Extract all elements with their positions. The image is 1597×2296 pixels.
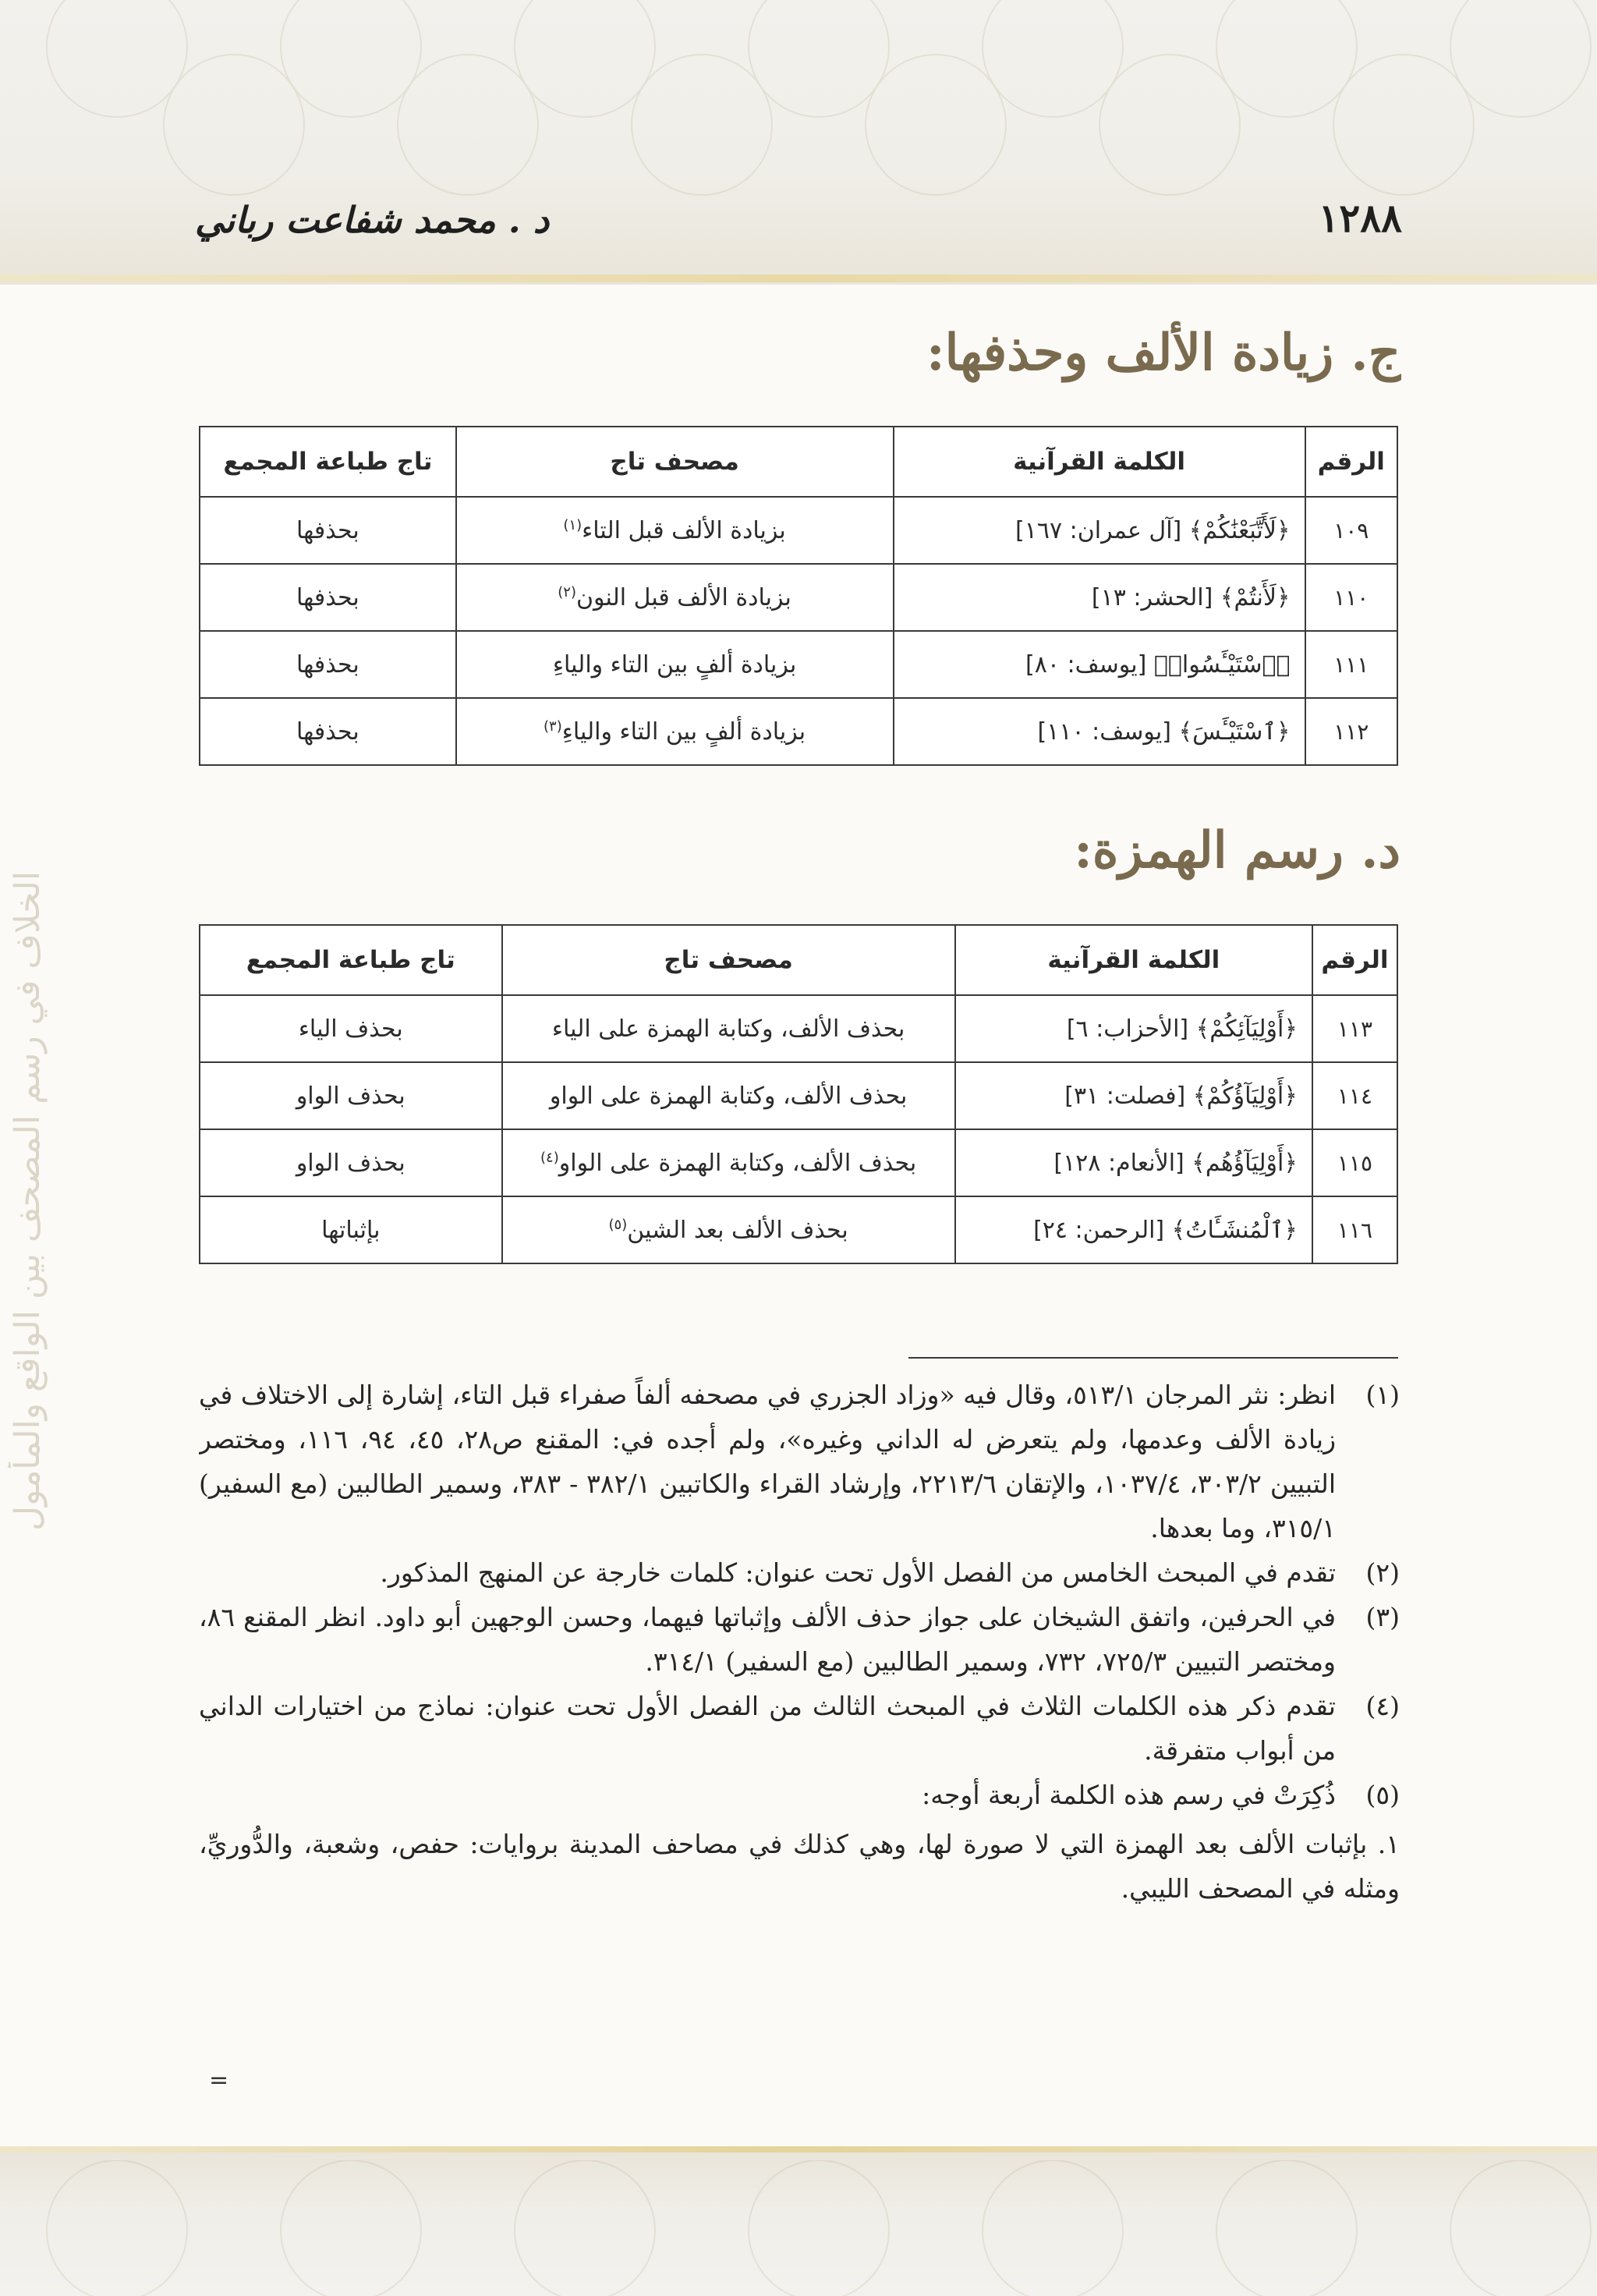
quran-word: ﴿لَأَنتُمْ﴾ [الحشر: ١٣] [894, 564, 1305, 631]
quran-word: ﴿ٱلْمُنشَـَٔاتُ﴾ [الرحمن: ٢٤] [955, 1196, 1312, 1263]
row-number: ١١١ [1305, 631, 1397, 698]
taj-text: بحذف الألف بعد الشين [627, 1216, 848, 1244]
footnote [199, 1684, 1400, 1773]
taj-text: بزيادة الألف قبل النون [576, 583, 791, 611]
footnote [199, 1550, 1400, 1595]
taj-cell [456, 631, 894, 698]
taj-cell [502, 1129, 955, 1196]
footnote-mark: (٢) [1365, 1557, 1400, 1588]
section-heading-hamza: د. رسم الهمزة: [1074, 821, 1400, 880]
taj-text: بحذف الألف، وكتابة الهمزة على الواو [549, 1082, 908, 1110]
majma-cell: بحذف الواو [200, 1129, 502, 1196]
table-row [200, 1062, 1397, 1129]
taj-text: بحذف الألف، وكتابة الهمزة على الواو [558, 1149, 917, 1177]
footnote-ref[interactable]: (٣) [544, 718, 562, 735]
column-header: الرقم [1305, 427, 1397, 497]
taj-text: بحذف الألف، وكتابة الهمزة على الياء [551, 1015, 905, 1043]
footnotes [199, 1373, 1400, 2121]
quran-word: ﴿أَوْلِيَآئِكُمْ﴾ [الأحزاب: ٦] [955, 995, 1312, 1062]
footnote [199, 1373, 1400, 1550]
quran-word: ﴿أَوْلِيَآؤُهُم﴾ [الأنعام: ١٢٨] [955, 1129, 1312, 1196]
footnote [199, 1595, 1400, 1684]
row-number: ١١٠ [1305, 564, 1397, 631]
footnote [199, 1773, 1400, 1817]
geometric-pattern-icon [0, 2160, 1597, 2296]
hamza-table [199, 924, 1398, 1264]
majma-cell: بإثباتها [200, 1196, 502, 1263]
taj-cell [456, 698, 894, 765]
author-name: د . محمد شفاعت رباني [195, 199, 550, 241]
taj-cell [456, 564, 894, 631]
table-row [200, 995, 1397, 1062]
footnote-list-item: ١. بإثبات الألف بعد الهمزة التي لا صورة لها، وهي كذلك في مصاحف المدينة بروايات: حفص، وشعبة، والدُّوريِّ، ومثله في المصحف الليبي. [199, 1829, 1400, 1904]
row-number: ١٠٩ [1305, 497, 1397, 564]
footnote-mark: (٣) [1365, 1602, 1400, 1632]
footnote-separator [908, 1357, 1398, 1359]
column-header: تاج طباعة المجمع [200, 427, 456, 497]
table-header-row [200, 925, 1397, 995]
header-gold-line [0, 275, 1597, 282]
taj-text: بزيادة ألفٍ بين التاء والياءِ [561, 718, 806, 746]
footnote-ref[interactable]: (١) [563, 516, 582, 533]
taj-text: بزيادة ألفٍ بين التاء والياءِ [552, 650, 797, 679]
column-header: الكلمة القرآنية [894, 427, 1305, 497]
majma-cell: بحذف الواو [200, 1062, 502, 1129]
footnote-text: تقدم في المبحث الخامس من الفصل الأول تحت عنوان: كلمات خارجة عن المنهج المذكور. [380, 1557, 1336, 1588]
row-number: ١١٢ [1305, 698, 1397, 765]
section-heading-alif: ج. زيادة الألف وحذفها: [926, 324, 1400, 382]
table-row [200, 564, 1397, 631]
taj-cell [456, 497, 894, 564]
taj-cell [502, 1196, 955, 1263]
footnote-text: ذُكِرَتْ في رسم هذه الكلمة أربعة أوجه: [922, 1780, 1336, 1810]
column-header: الكلمة القرآنية [955, 925, 1312, 995]
table-row [200, 631, 1397, 698]
column-header: الرقم [1312, 925, 1397, 995]
row-number: ١١٤ [1312, 1062, 1397, 1129]
row-number: ١١٣ [1312, 995, 1397, 1062]
quran-word: ﴿ٱسْتَيْـَٔسُوا۟﴾ [يوسف: ٨٠] [894, 631, 1305, 698]
footnote-ref[interactable]: (٥) [608, 1216, 628, 1233]
quran-word: ﴿لَأَتَّبَعْنَٰكُمْ﴾ [آل عمران: ١٦٧] [894, 497, 1305, 564]
page-number: ١٢٨٨ [1318, 195, 1402, 241]
majma-cell: بحذفها [200, 631, 456, 698]
quran-word: ﴿ٱسْتَيْـَٔسَ﴾ [يوسف: ١١٠] [894, 698, 1305, 765]
footnote-text: في الحرفين، واتفق الشيخان على جواز حذف الألف وإثباتها فيهما، وحسن الوجهين أبو داود. انظر المقنع ٨٦، ومختصر التبيين ٧٢٥/٣، ٧٣٢، وسمير الطالبين (مع السفير) ٣١٤/١. [199, 1602, 1336, 1677]
taj-cell [502, 995, 955, 1062]
column-header: مصحف تاج [502, 925, 955, 995]
taj-text: بزيادة الألف قبل التاء [582, 516, 786, 544]
row-number: ١١٦ [1312, 1196, 1397, 1263]
table-row [200, 1129, 1397, 1196]
footnote-mark: (٥) [1365, 1780, 1400, 1810]
taj-cell [502, 1062, 955, 1129]
row-number: ١١٥ [1312, 1129, 1397, 1196]
side-watermark: الخلاف في رسم المصحف بين الواقع والمأمول [8, 870, 48, 1532]
majma-cell: بحذفها [200, 698, 456, 765]
footnote-text: انظر: نثر المرجان ٥١٣/١، وقال فيه «وزاد الجزري في مصحفه ألفاً صفراء قبل التاء، إشارة إلى الاختلاف في زيادة الألف وعدمها، ولم يتعرض له الداني وغيره»، ولم أجده في: المقنع ص٢٨، ٤٥، ٩٤، ١١٦، ومختصر التبيين ٣٠٣/٢، ١٠٣٧/٤، والإتقان ٢٢١٣/٦، وإرشاد القراء والكاتبين ٣٨٢/١ - ٣٨٣، وسمير الطالبين (مع السفير) ٣١٥/١، وما بعدها. [199, 1380, 1337, 1543]
footnote-mark: (١) [1365, 1380, 1400, 1410]
table-row [200, 698, 1397, 765]
alif-table [199, 426, 1398, 766]
quran-word: ﴿أَوْلِيَآؤُكُمْ﴾ [فصلت: ٣١] [955, 1062, 1312, 1129]
footnote-mark: (٤) [1365, 1691, 1400, 1721]
continuation-mark: = [209, 2067, 229, 2094]
column-header: مصحف تاج [456, 427, 894, 497]
majma-cell: بحذفها [200, 497, 456, 564]
table-row [200, 1196, 1397, 1263]
majma-cell: بحذف الياء [200, 995, 502, 1062]
table-row [200, 497, 1397, 564]
table-header-row [200, 427, 1397, 497]
column-header: تاج طباعة المجمع [200, 925, 502, 995]
footnote-ref[interactable]: (٢) [558, 583, 576, 601]
footnote-text: تقدم ذكر هذه الكلمات الثلاث في المبحث الثالث من الفصل الأول تحت عنوان: نماذج من اختيارات الداني من أبواب متفرقة. [199, 1691, 1336, 1766]
footnote-ref[interactable]: (٤) [540, 1149, 559, 1166]
majma-cell: بحذفها [200, 564, 456, 631]
